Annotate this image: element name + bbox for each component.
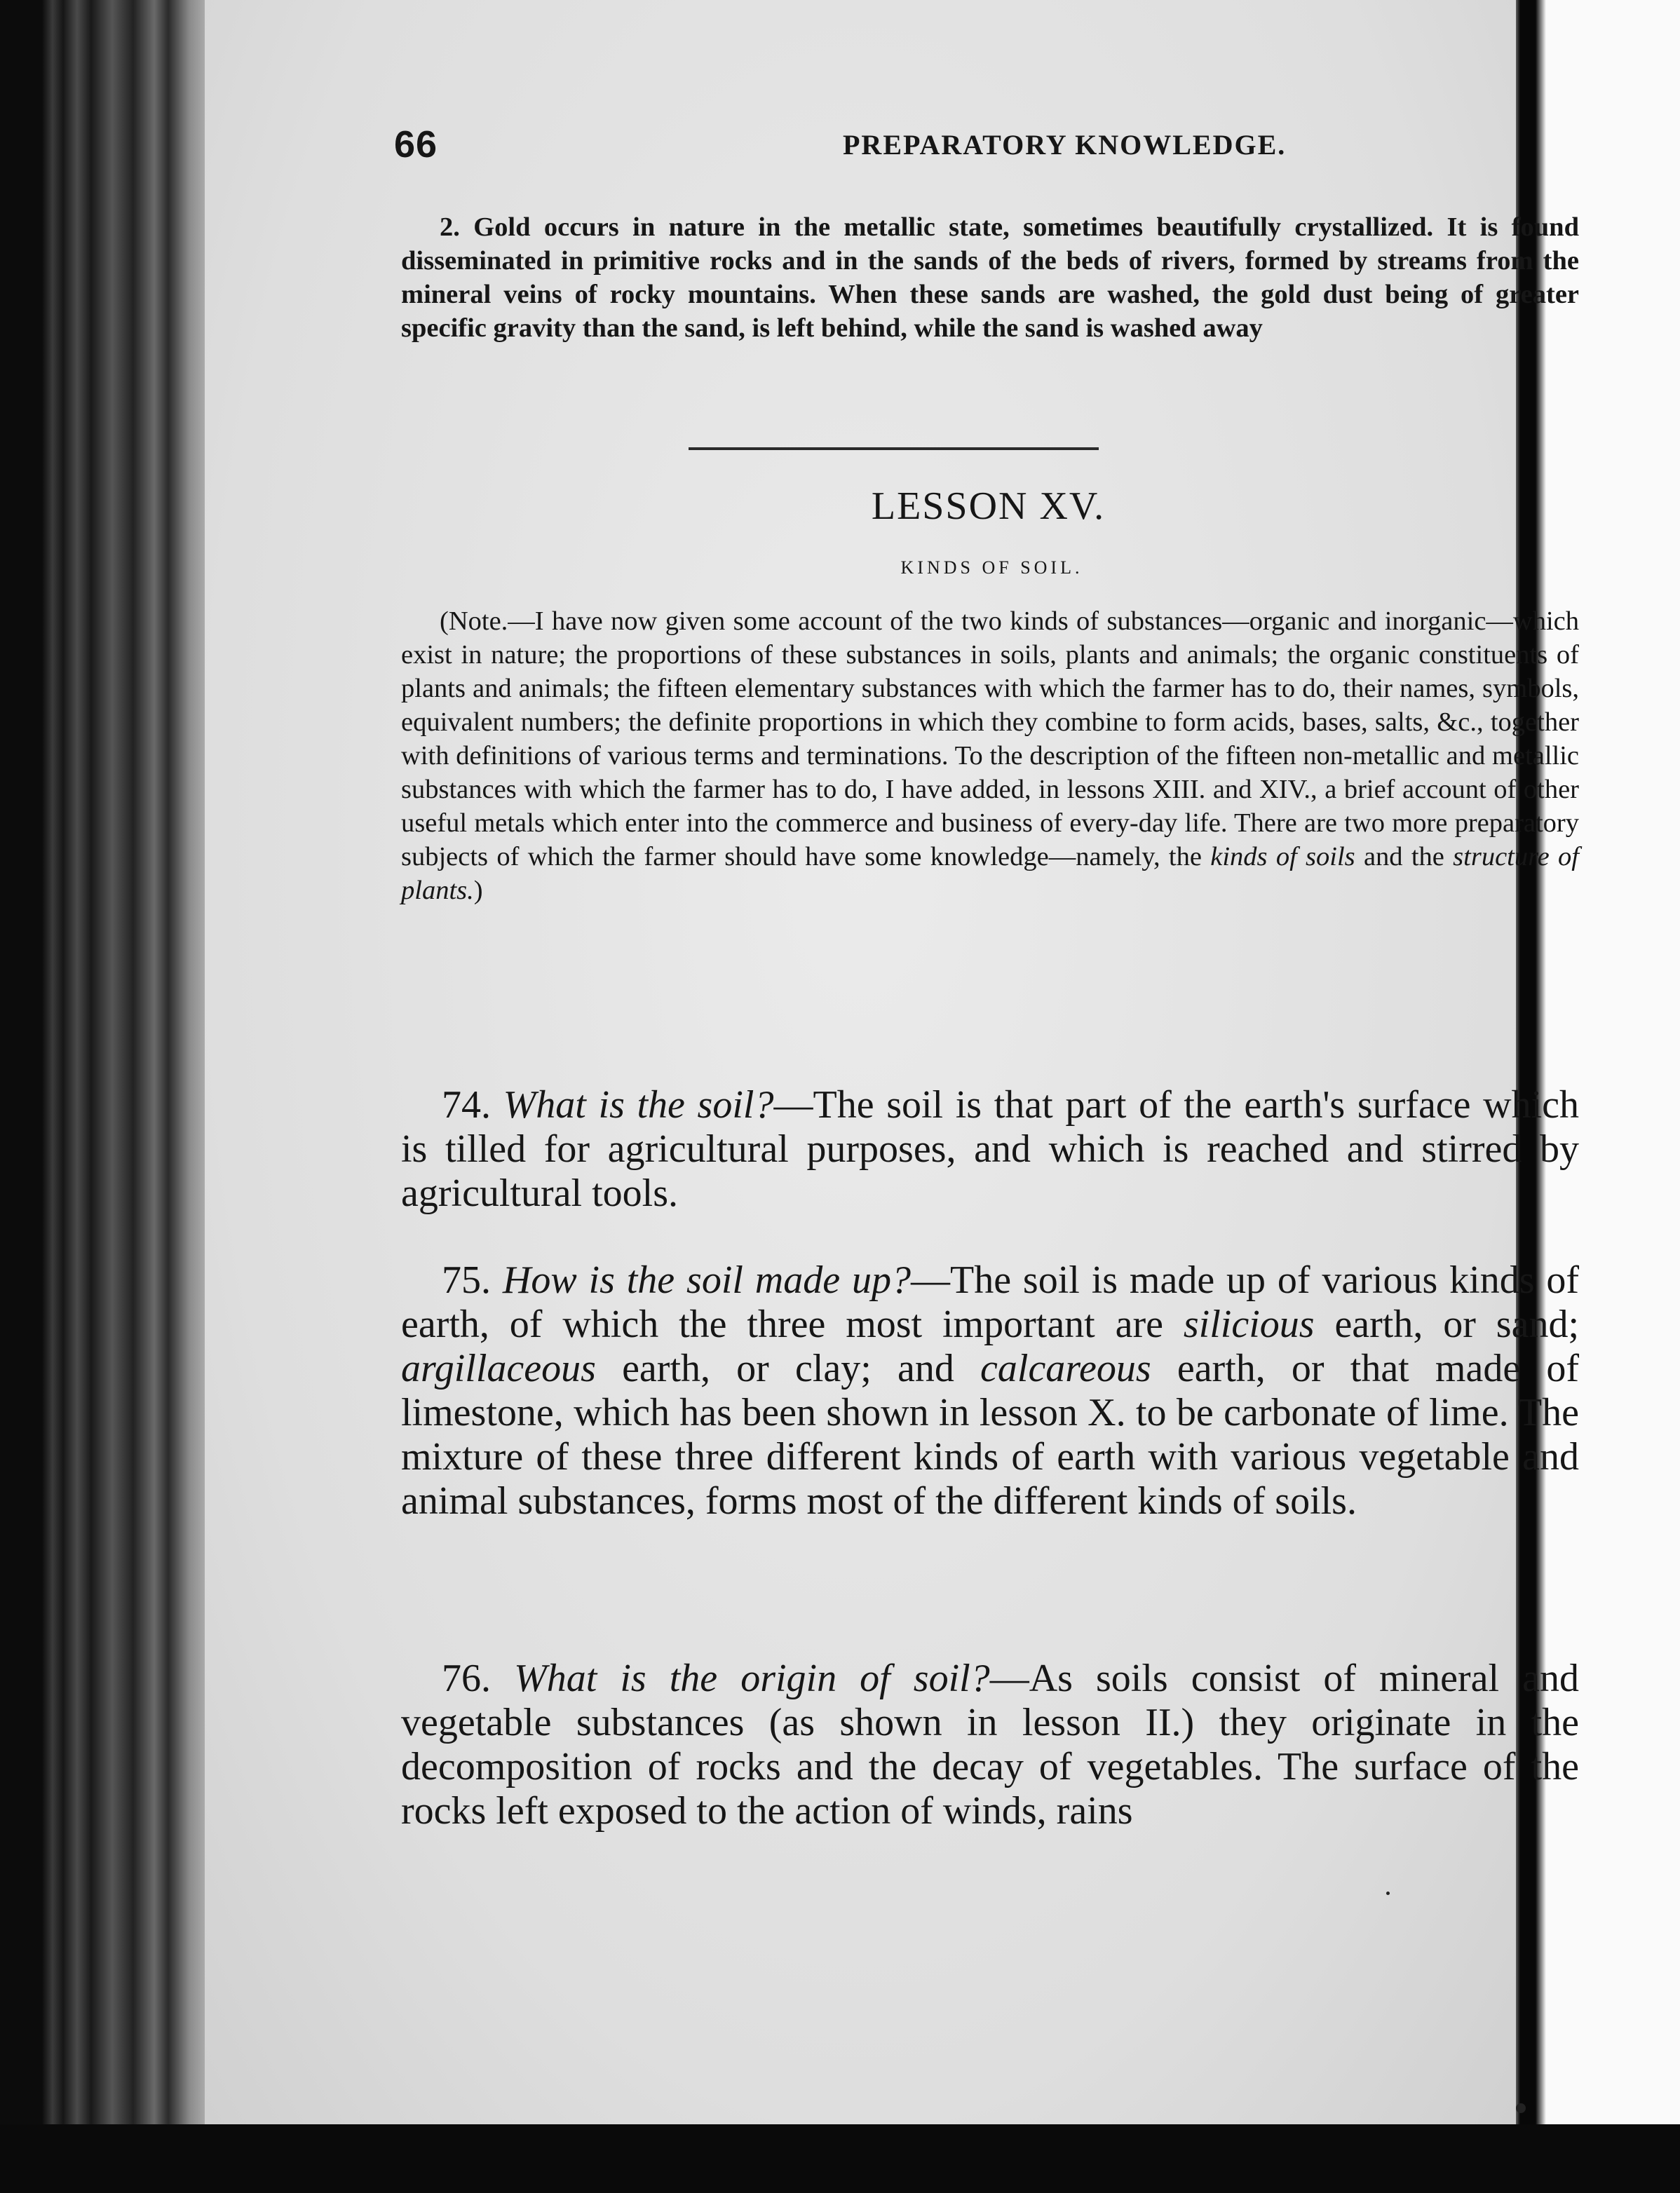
page-number: 66 [394, 123, 438, 165]
note-lead: (Note. [440, 606, 508, 636]
answer-part: —The soil is that part of the earth's surface which is tilled for agricultural purposes, and which is reached and stirred by agricultural tools. [401, 1083, 1580, 1215]
answer-part: —The soil is made up of various kinds of earth, of which the three most important are [401, 1258, 1580, 1346]
note-body: —I have now given some account of the two kinds of substances—organic and inorganic—which exist in nature; the proportions of these substances in soils, plants and animals; the organic constituents of plants and animals; the fifteen elementary substances with which the farmer has to do, their names, symbols, equivalent numbers; the definite proportions in which they combine to form acids, bases, salts, &c., together with definitions of various terms and terminations. To the description of the fifteen non-metallic and metallic substances with which the farmer has to do, I have added, in lessons XIII. and XIV., a brief account of other useful metals which enter into the commerce and business of every-day life. There are two more preparatory subjects of which the farmer should have some knowledge—namely, the [401, 606, 1579, 871]
question-heading: What is the origin of soil? [514, 1657, 990, 1700]
answer-italic-term: calcareous [980, 1347, 1151, 1390]
note-italic-structure: structure of plants. [401, 842, 1579, 905]
lesson-subtitle: KINDS OF SOIL. [900, 557, 1083, 578]
answer-part: earth, or clay; and [595, 1347, 981, 1390]
note-close: ) [473, 876, 483, 905]
scan-left-edge [0, 0, 210, 2193]
answer-part: earth, or sand; [1314, 1303, 1579, 1346]
question-heading: How is the soil made up? [502, 1258, 911, 1302]
question-75-text [401, 1258, 1579, 1523]
lesson-note-text [401, 604, 1579, 907]
scan-bottom-edge [0, 2124, 1680, 2193]
ink-speck [1386, 1892, 1390, 1895]
lesson-note [401, 604, 1579, 907]
question-76 [401, 1657, 1579, 1833]
lesson-title: LESSON XV. [871, 484, 1106, 528]
question-75 [401, 1258, 1579, 1523]
question-heading: What is the soil? [503, 1083, 774, 1127]
question-74-text [401, 1083, 1579, 1216]
book-page [205, 0, 1580, 2124]
note-italic-kinds: kinds of soils [1210, 842, 1355, 871]
ink-speck [1516, 2103, 1526, 2113]
section-divider [689, 447, 1099, 450]
question-number: 75. [442, 1258, 491, 1302]
answer-italic-term: silicious [1183, 1303, 1315, 1346]
question-76-text [401, 1657, 1579, 1833]
running-title: PREPARATORY KNOWLEDGE. [843, 129, 1287, 161]
question-74 [401, 1083, 1579, 1216]
question-number: 76. [442, 1657, 491, 1700]
note-and-the: and the [1355, 842, 1454, 871]
answer-part: earth, or that made of limestone, which has been shown in lesson X. to be carbonate of lime. The mixture of these three different kinds of earth with various vegetable and animal substances, forms most of the different kinds of soils. [401, 1347, 1579, 1523]
gold-paragraph-text: 2. Gold occurs in nature in the metallic state, sometimes beautifully crystallized. It is found disseminated in primitive rocks and in the sands of the beds of rivers, formed by streams from the mineral veins of rocky mountains. When these sands are washed, the gold dust being of greater specific gravity than the sand, is left behind, while the sand is washed away [401, 212, 1579, 343]
question-number: 74. [442, 1083, 491, 1127]
answer-italic-term: argillaceous [401, 1347, 596, 1390]
answer-part: —As soils consist of mineral and vegetable substances (as shown in lesson II.) they originate in the decomposition of rocks and the decay of vegetables. The surface of the rocks left exposed to the action of winds, rains [401, 1657, 1579, 1833]
running-head [394, 123, 1586, 172]
gold-paragraph [401, 210, 1579, 345]
